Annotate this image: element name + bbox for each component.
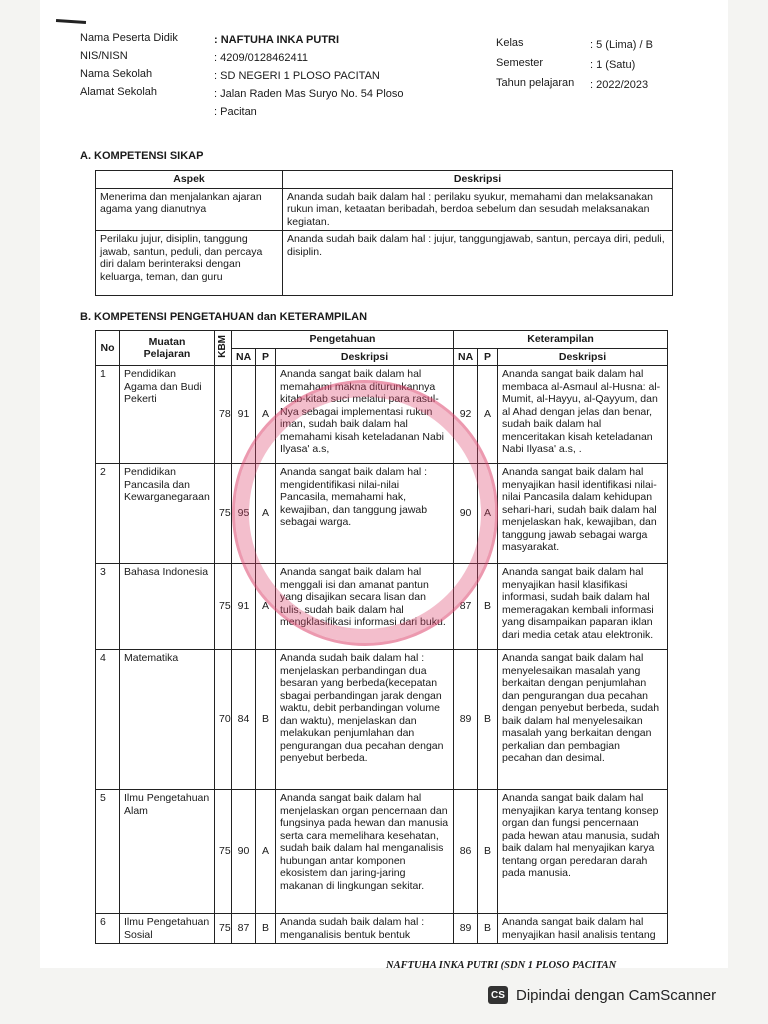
row-mapel: Pendidikan Agama dan Budi Pekerti	[120, 366, 215, 464]
value-tahun: : 2022/2023	[590, 79, 649, 91]
row-mapel: Ilmu Pengetahuan Sosial	[120, 914, 215, 944]
row-p-keterampilan: B	[478, 564, 498, 650]
row-mapel: Ilmu Pengetahuan Alam	[120, 790, 215, 914]
header-pengetahuan: Pengetahuan	[232, 331, 454, 349]
row-mapel: Bahasa Indonesia	[120, 564, 215, 650]
header-na: NA	[232, 348, 256, 366]
table-row	[96, 366, 668, 464]
row-p-pengetahuan: A	[256, 464, 276, 564]
header-muatan: Muatan Pelajaran	[120, 331, 215, 366]
value-semester: : 1 (Satu)	[590, 59, 636, 71]
row-no: 2	[96, 464, 120, 564]
class-labels	[496, 36, 574, 90]
row-na-pengetahuan: 91	[232, 366, 256, 464]
value-alamat-2: : Pacitan	[214, 106, 257, 118]
table-row	[96, 564, 668, 650]
row-p-keterampilan: B	[478, 914, 498, 944]
row-p-pengetahuan: A	[256, 564, 276, 650]
row-p-keterampilan: A	[478, 464, 498, 564]
camscanner-watermark	[488, 986, 716, 1004]
sikap-deskripsi: Ananda sudah baik dalam hal : perilaku syukur, memahami dan melaksanakan rukun iman, ketaatan beribadah, berdoa sebelum dan sesudah melaksanakan kegiatan.	[283, 188, 673, 231]
row-p-keterampilan: B	[478, 650, 498, 790]
row-deskripsi-keterampilan: Ananda sangat baik dalam hal menyelesaikan masalah yang berkaitan dengan penjumlahan dan pengurangan dua pecahan dengan penyebut berbeda, sudah baik dalam hal menyelesaikan masalah yang berkaitan dengan perkalian dan pembagian pecahan dan desimal.	[498, 650, 668, 790]
label-sekolah: Nama Sekolah	[80, 68, 153, 80]
identity-labels	[80, 31, 178, 99]
row-deskripsi-pengetahuan: Ananda sangat baik dalam hal memahami makna diturunkannya kitab-kitab suci melalui para rasul-Nya sebagai implementasi rukun iman, sudah baik dalam hal memahami kisah keteladanan Nabi Ilyasa' a.s,	[276, 366, 454, 464]
row-no: 3	[96, 564, 120, 650]
row-p-keterampilan: A	[478, 366, 498, 464]
row-no: 6	[96, 914, 120, 944]
header-na: NA	[454, 348, 478, 366]
row-na-pengetahuan: 90	[232, 790, 256, 914]
table-row	[96, 790, 668, 914]
row-na-pengetahuan: 91	[232, 564, 256, 650]
sikap-header-deskripsi: Deskripsi	[283, 171, 673, 189]
row-p-pengetahuan: A	[256, 366, 276, 464]
row-mapel: Pendidikan Pancasila dan Kewarganegaraan	[120, 464, 215, 564]
row-deskripsi-keterampilan: Ananda sangat baik dalam hal membaca al-Asmaul al-Husna: al-Mumit, al-Hayyu, al-Qayyum, dan al Ahad dengan jelas dan benar, sudah baik dalam hal menceritakan kisah keteladanan Nabi Ilyasa' a.s, .	[498, 366, 668, 464]
value-alamat: : Jalan Raden Mas Suryo No. 54 Ploso	[214, 88, 404, 100]
row-na-keterampilan: 86	[454, 790, 478, 914]
table-row	[96, 188, 673, 231]
row-kbm: 78	[215, 366, 232, 464]
row-kbm: 75	[215, 564, 232, 650]
header-p: P	[478, 348, 498, 366]
row-deskripsi-keterampilan: Ananda sangat baik dalam hal menyajikan karya tentang konsep organ dan fungsi pencernaan pada hewan atau manusia, sudah baik dalam hal menyajikan karya tentang organ peredaran darah pada manusia.	[498, 790, 668, 914]
label-semester: Semester	[496, 57, 544, 69]
row-p-pengetahuan: B	[256, 914, 276, 944]
row-deskripsi-pengetahuan: Ananda sudah baik dalam hal : menjelaskan perbandingan dua besaran yang berbeda(kecepatan sbagai perbandingan jarak dengan waktu, debit perbandingan volume dan waktu), menjelaskan dan melakukan penjumlahan dan pengurangan dua pecahan dengan penyebut berbeda.	[276, 650, 454, 790]
header-p: P	[256, 348, 276, 366]
table-row	[96, 650, 668, 790]
header-no: No	[96, 331, 120, 366]
label-alamat: Alamat Sekolah	[80, 86, 158, 98]
identity-values	[214, 33, 404, 119]
row-p-pengetahuan: B	[256, 650, 276, 790]
row-no: 4	[96, 650, 120, 790]
row-mapel: Matematika	[120, 650, 215, 790]
header-keterampilan: Keterampilan	[454, 331, 668, 349]
camscanner-text: Dipindai dengan CamScanner	[516, 986, 717, 1004]
value-nis: : 4209/0128462411	[214, 52, 308, 64]
row-p-pengetahuan: A	[256, 790, 276, 914]
row-na-keterampilan: 92	[454, 366, 478, 464]
row-na-pengetahuan: 84	[232, 650, 256, 790]
label-tahun: Tahun pelajaran	[496, 77, 575, 89]
class-values	[590, 38, 653, 92]
header-kbm: KBM	[216, 334, 228, 358]
row-kbm: 75	[215, 790, 232, 914]
row-deskripsi-pengetahuan: Ananda sudah baik dalam hal : menganalisis bentuk bentuk	[276, 914, 454, 944]
table-row	[96, 914, 668, 944]
section-a-title: A. KOMPETENSI SIKAP	[80, 150, 204, 162]
row-kbm: 70	[215, 650, 232, 790]
sikap-aspek: Menerima dan menjalankan ajaran agama yang dianutnya	[96, 188, 283, 231]
value-kelas: : 5 (Lima) / B	[590, 39, 653, 51]
row-na-keterampilan: 89	[454, 650, 478, 790]
row-deskripsi-keterampilan: Ananda sangat baik dalam hal menyajikan hasil identifikasi nilai-nilai Pancasila dalam kehidupan sehari-hari, sudah baik dalam hal menjelaskan hak, kewajiban, dan tanggung jawab sebagai warga masyarakat.	[498, 464, 668, 564]
table-row	[96, 464, 668, 564]
sikap-header-aspek: Aspek	[96, 171, 283, 189]
table-row	[96, 231, 673, 296]
row-na-keterampilan: 89	[454, 914, 478, 944]
row-deskripsi-pengetahuan: Ananda sangat baik dalam hal : mengidentifikasi nilai-nilai Pancasila, memahami hak, kewajiban, dan tanggung jawab sebagai warga.	[276, 464, 454, 564]
label-nis: NIS/NISN	[80, 50, 128, 62]
sikap-table	[95, 170, 673, 296]
grades-table	[95, 330, 668, 944]
row-na-pengetahuan: 87	[232, 914, 256, 944]
row-kbm: 75	[215, 464, 232, 564]
row-na-keterampilan: 87	[454, 564, 478, 650]
value-sekolah: : SD NEGERI 1 PLOSO PACITAN	[214, 70, 380, 82]
section-b-title: B. KOMPETENSI PENGETAHUAN dan KETERAMPILAN	[80, 311, 368, 323]
value-nama: : NAFTUHA INKA PUTRI	[214, 34, 340, 46]
camscanner-logo-icon: CS	[488, 986, 508, 1004]
sikap-aspek: Perilaku jujur, disiplin, tanggung jawab, santun, peduli, dan percaya diri dalam berinteraksi dengan keluarga, teman, dan guru	[96, 231, 283, 296]
row-p-keterampilan: B	[478, 790, 498, 914]
row-na-pengetahuan: 95	[232, 464, 256, 564]
row-no: 1	[96, 366, 120, 464]
row-na-keterampilan: 90	[454, 464, 478, 564]
row-no: 5	[96, 790, 120, 914]
row-deskripsi-pengetahuan: Ananda sangat baik dalam hal menjelaskan organ pencernaan dan fungsinya pada hewan dan manusia serta cara memelihara kesehatan, sudah baik dalam hal menganalisis hubungan antar komponen ekosistem dan jaring-jaring makanan di lingkungan sekitar.	[276, 790, 454, 914]
row-deskripsi-pengetahuan: Ananda sangat baik dalam hal menggali isi dan amanat pantun yang disajikan secara lisan dan tulis, sudah baik dalam hal mengklasifikasi informasi dari buku.	[276, 564, 454, 650]
row-kbm: 75	[215, 914, 232, 944]
row-deskripsi-keterampilan: Ananda sangat baik dalam hal menyajikan hasil klasifikasi informasi, sudah baik dalam hal memeragakan kembali informasi yang disampaikan paparan iklan dari media cetak atau elektronik.	[498, 564, 668, 650]
label-kelas: Kelas	[496, 37, 524, 49]
label-nama: Nama Peserta Didik	[80, 32, 178, 44]
header-deskripsi: Deskripsi	[276, 348, 454, 366]
row-deskripsi-keterampilan: Ananda sangat baik dalam hal menyajikan hasil analisis tentang	[498, 914, 668, 944]
sikap-deskripsi: Ananda sudah baik dalam hal : jujur, tanggungjawab, santun, percaya diri, peduli, disiplin.	[283, 231, 673, 296]
page-footer-name: NAFTUHA INKA PUTRI (SDN 1 PLOSO PACITAN	[386, 960, 617, 971]
header-deskripsi: Deskripsi	[498, 348, 668, 366]
